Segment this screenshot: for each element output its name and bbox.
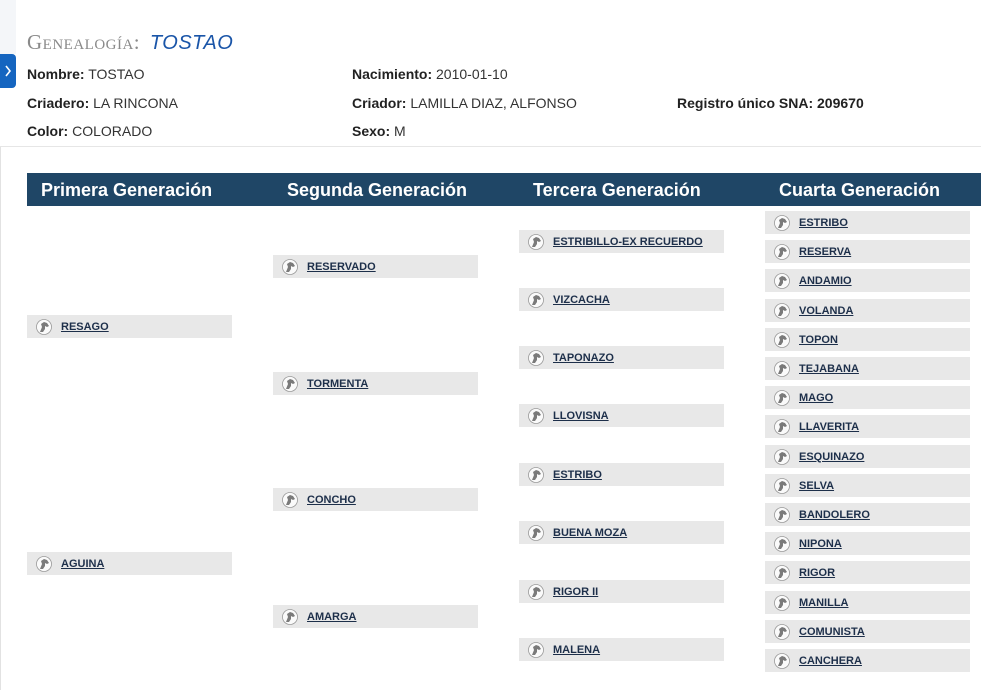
horse-entry-third xyxy=(519,580,724,603)
horse-link[interactable]: TAPONAZO xyxy=(553,351,614,364)
horse-head-icon xyxy=(527,467,545,483)
info-color-label: Color: xyxy=(27,123,69,139)
horse-link[interactable]: TOPON xyxy=(799,333,838,346)
horse-head-icon xyxy=(773,361,791,377)
horse-head-icon xyxy=(773,653,791,669)
horse-entry-fourth xyxy=(765,561,970,584)
horse-link[interactable]: SELVA xyxy=(799,479,835,492)
page-title xyxy=(27,30,233,55)
horse-link[interactable]: BANDOLERO xyxy=(799,508,870,521)
horse-link[interactable]: LLAVERITA xyxy=(799,420,860,433)
info-nacimiento-value: 2010-01-10 xyxy=(436,66,508,82)
horse-link[interactable]: BUENA MOZA xyxy=(553,526,628,539)
horse-head-icon xyxy=(773,507,791,523)
horse-head-icon xyxy=(35,556,53,572)
info-criador-value: LAMILLA DIAZ, ALFONSO xyxy=(410,95,577,111)
horse-entry-first xyxy=(27,315,232,338)
horse-entry-fourth xyxy=(765,357,970,380)
horse-head-icon xyxy=(281,609,299,625)
horse-head-icon xyxy=(773,215,791,231)
info-color-value: COLORADO xyxy=(72,123,153,139)
horse-head-icon xyxy=(527,525,545,541)
info-criador-label: Criador: xyxy=(352,95,407,111)
expand-sidebar-button[interactable] xyxy=(0,54,16,88)
horse-link[interactable]: RESERVADO xyxy=(307,260,376,273)
horse-link[interactable]: TEJABANA xyxy=(799,362,859,375)
horse-link[interactable]: CANCHERA xyxy=(799,654,862,667)
horse-head-icon xyxy=(281,492,299,508)
horse-link[interactable]: RESERVA xyxy=(799,245,852,258)
info-criadero-label: Criadero: xyxy=(27,95,90,111)
horse-head-icon xyxy=(773,244,791,260)
info-nombre-label: Nombre: xyxy=(27,66,85,82)
horse-link[interactable]: LLOVISNA xyxy=(553,409,609,422)
horse-entry-fourth xyxy=(765,269,970,292)
info-criadero xyxy=(27,95,178,111)
horse-head-icon xyxy=(527,292,545,308)
horse-entry-third xyxy=(519,346,724,369)
horse-entry-fourth xyxy=(765,328,970,351)
horse-head-icon xyxy=(773,565,791,581)
horse-head-icon xyxy=(527,350,545,366)
horse-link[interactable]: ESTRIBILLO-EX RECUERDO xyxy=(553,235,703,248)
horse-entry-third xyxy=(519,463,724,486)
horse-link[interactable]: RESAGO xyxy=(61,320,109,333)
header-cuarta-generacion: Cuarta Generación xyxy=(779,180,941,200)
header-segunda-generacion: Segunda Generación xyxy=(287,180,468,200)
horse-entry-fourth xyxy=(765,620,970,643)
info-nombre xyxy=(27,66,144,82)
horse-head-icon xyxy=(35,319,53,335)
horse-entry-fourth xyxy=(765,240,970,263)
horse-entry-second xyxy=(273,605,478,628)
info-nombre-value: TOSTAO xyxy=(88,66,145,82)
horse-link[interactable]: RIGOR II xyxy=(553,585,599,598)
page-title-label: Genealogía: xyxy=(27,30,141,54)
horse-entry-fourth xyxy=(765,415,970,438)
info-sexo-value: M xyxy=(394,123,406,139)
horse-head-icon xyxy=(281,259,299,275)
page-title-horse: TOSTAO xyxy=(149,32,234,54)
horse-head-icon xyxy=(527,408,545,424)
info-registro xyxy=(677,95,864,111)
horse-entry-third xyxy=(519,288,724,311)
horse-link[interactable]: TORMENTA xyxy=(307,377,369,390)
horse-link[interactable]: VOLANDA xyxy=(799,304,854,317)
horse-link[interactable]: AGUINA xyxy=(61,557,105,570)
horse-head-icon xyxy=(773,536,791,552)
horse-head-icon xyxy=(773,390,791,406)
horse-link[interactable]: NIPONA xyxy=(799,537,842,550)
horse-head-icon xyxy=(773,303,791,319)
info-nacimiento xyxy=(352,66,508,82)
horse-link[interactable]: ESTRIBO xyxy=(799,216,848,229)
horse-entry-fourth xyxy=(765,211,970,234)
horse-entry-fourth xyxy=(765,503,970,526)
horse-link[interactable]: MANILLA xyxy=(799,596,849,609)
horse-entry-fourth xyxy=(765,445,970,468)
chevron-right-icon xyxy=(4,65,12,77)
horse-entry-third xyxy=(519,230,724,253)
horse-head-icon xyxy=(773,273,791,289)
horse-link[interactable]: ESTRIBO xyxy=(553,468,602,481)
info-criador xyxy=(352,95,577,111)
horse-entry-third xyxy=(519,521,724,544)
horse-head-icon xyxy=(281,376,299,392)
info-color xyxy=(27,123,152,139)
horse-entry-second xyxy=(273,372,478,395)
horse-link[interactable]: ESQUINAZO xyxy=(799,450,865,463)
horse-head-icon xyxy=(527,584,545,600)
horse-head-icon xyxy=(773,419,791,435)
left-border xyxy=(0,146,1,690)
horse-entry-fourth xyxy=(765,299,970,322)
info-sexo-label: Sexo: xyxy=(352,123,391,139)
info-sexo xyxy=(352,123,406,139)
horse-head-icon xyxy=(773,332,791,348)
horse-entry-third xyxy=(519,404,724,427)
horse-link[interactable]: MAGO xyxy=(799,391,834,404)
horse-entry-fourth xyxy=(765,649,970,672)
horse-entry-second xyxy=(273,255,478,278)
info-registro-label: Registro único SNA: xyxy=(677,95,814,111)
horse-head-icon xyxy=(773,595,791,611)
horse-link[interactable]: VIZCACHA xyxy=(553,293,610,306)
horse-head-icon xyxy=(773,624,791,640)
horse-head-icon xyxy=(773,478,791,494)
horse-entry-fourth xyxy=(765,386,970,409)
horse-entry-fourth xyxy=(765,532,970,555)
divider xyxy=(0,146,981,147)
horse-entry-second xyxy=(273,488,478,511)
horse-link[interactable]: AMARGA xyxy=(307,610,357,623)
horse-link[interactable]: RIGOR xyxy=(799,566,836,579)
horse-entry-third xyxy=(519,638,724,661)
horse-link[interactable]: COMUNISTA xyxy=(799,625,865,638)
left-panel-strip xyxy=(0,0,16,54)
horse-entry-fourth xyxy=(765,591,970,614)
info-nacimiento-label: Nacimiento: xyxy=(352,66,433,82)
horse-entry-fourth xyxy=(765,474,970,497)
horse-entry-first xyxy=(27,552,232,575)
horse-head-icon xyxy=(527,234,545,250)
horse-link[interactable]: MALENA xyxy=(553,643,601,656)
horse-link[interactable]: ANDAMIO xyxy=(799,274,852,287)
info-criadero-value: LA RINCONA xyxy=(93,95,178,111)
horse-head-icon xyxy=(773,449,791,465)
horse-head-icon xyxy=(527,642,545,658)
info-registro-value: 209670 xyxy=(817,95,864,111)
header-tercera-generacion: Tercera Generación xyxy=(533,180,701,200)
header-primera-generacion: Primera Generación xyxy=(41,180,213,200)
horse-link[interactable]: CONCHO xyxy=(307,493,356,506)
